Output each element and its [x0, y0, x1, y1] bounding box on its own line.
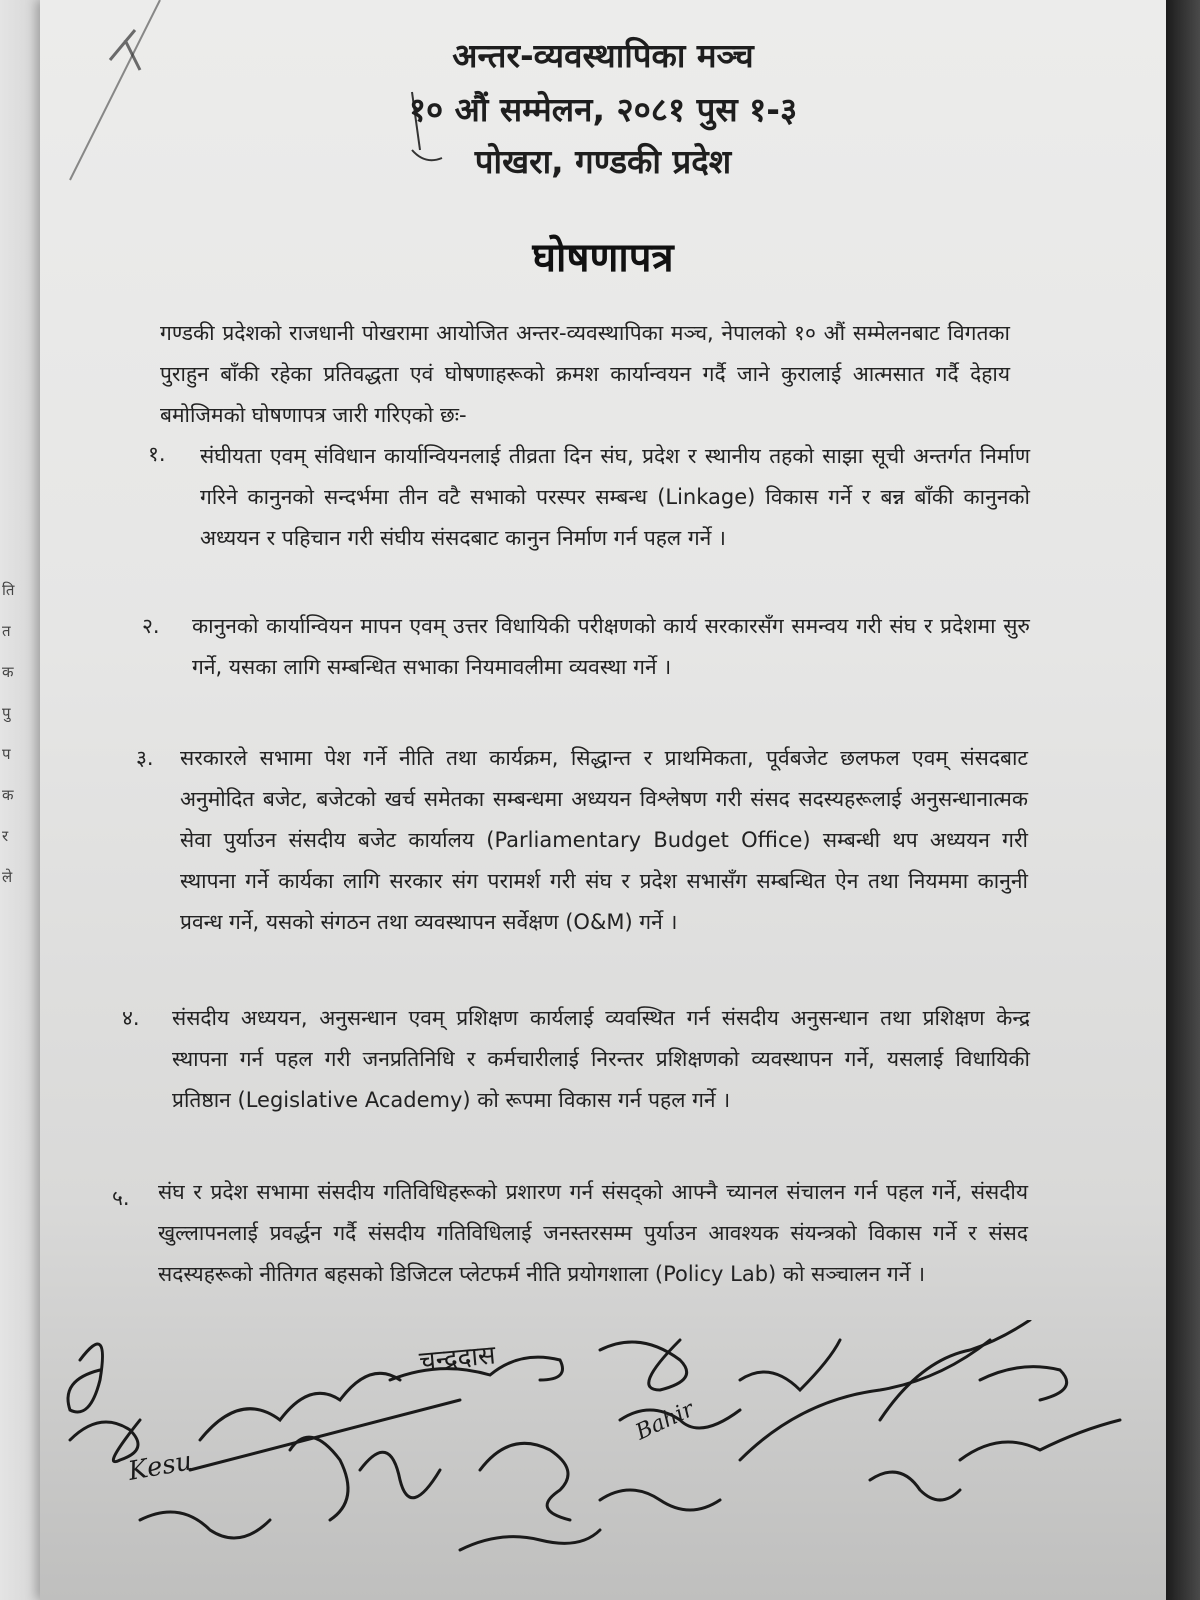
declaration-item: कानुनको कार्यान्वियन मापन एवम् उत्तर विधायिकी परीक्षणको कार्य सरकारसँग समन्वय गरी संघ र प्रदेशमा सुरु गर्ने, यसका लागि सम्बन्धित सभाका नियमावलीमा व्यवस्था गर्ने ।: [192, 614, 1030, 679]
signature-stroke: [460, 1530, 600, 1550]
signature-stroke: [870, 1472, 960, 1500]
intro-paragraph: गण्डकी प्रदेशको राजधानी पोखरामा आयोजित अन्तर-व्यवस्थापिका मञ्च, नेपालको १० औं सम्मेलनबाट विगतका पुराहुन बाँकी रहेका प्रतिवद्धता एवं घोषणाहरूको क्रमश कार्यान्वयन गर्दै जाने कुरालाई आत्मसात गर्दै देहाय बमोजिमको घोषणापत्र जारी गरिएको छः-: [160, 321, 1010, 427]
forum-name: अन्तर-व्यवस्थापिका मञ्च: [452, 36, 754, 75]
declaration-item: सरकारले सभामा पेश गर्ने नीति तथा कार्यक्रम, सिद्धान्त र प्राथमिकता, पूर्वबजेट छलफल एवम् संसदबाट अनुमोदित बजेट, बजेटको खर्च समेतका सम्बन्धमा अध्ययन विश्लेषण गरी संसद सदस्यहरूलाई अनुसन्धानात्मक सेवा पुर्याउन संसदीय बजेट कार्यालय (Parliamentary Budget Office) सम्बन्धी थप अध्ययन गरी स्थापना गर्ने कार्यका लागि सरकार संग परामर्श गरी संघ र प्रदेश सभासँग सम्बन्धित ऐन तथा नियममा कानुनी प्रवन्ध गर्ने, यसको संगठन तथा व्यवस्थापन सर्वेक्षण (O&M) गर्ने ।: [180, 746, 1028, 934]
conference-details: १० औं सम्मेलन, २०८१ पुस १-३: [408, 90, 798, 129]
underlying-char: प: [2, 745, 11, 763]
table-edge: [1164, 0, 1200, 1600]
signature-name-bahir: Bahir: [631, 1396, 698, 1446]
signature-stroke: [600, 1490, 720, 1510]
signature-stroke: [200, 1373, 400, 1440]
item-number: ५.: [112, 1186, 130, 1210]
signature-stroke: [190, 1400, 460, 1470]
signature-stroke: [740, 1340, 840, 1390]
document-title: घोषणापत्र: [532, 235, 674, 281]
signature-stroke: [68, 1344, 103, 1412]
underlying-char: क: [2, 786, 14, 804]
item-number: १.: [148, 442, 166, 466]
underlying-char: ले: [2, 868, 13, 886]
item-number: ३.: [136, 746, 154, 770]
signature-stroke: [600, 1340, 687, 1390]
signature-stroke: [740, 1340, 990, 1460]
signature-name-devanagari: चन्द्रदास: [417, 1340, 497, 1377]
conference-location: पोखरा, गण्डकी प्रदेश: [474, 142, 732, 181]
item-number: ४.: [122, 1006, 140, 1030]
item-number: २.: [142, 614, 160, 638]
underlying-char: त: [2, 622, 11, 640]
signature-stroke: [480, 1443, 570, 1520]
signature-stroke: [980, 1367, 1067, 1400]
declaration-item: संसदीय अध्ययन, अनुसन्धान एवम् प्रशिक्षण कार्यलाई व्यवस्थित गर्न संसदीय अनुसन्धान तथा प्रशिक्षण केन्द्र स्थापना गर्न पहल गरी जनप्रतिनिधि र कर्मचारीलाई निरन्तर प्रशिक्षणको व्यवस्थापन गर्ने, यसलाई विधायिकी प्रतिष्ठान (Legislative Academy) को रूपमा विकास गर्न पहल गर्ने ।: [172, 1006, 1030, 1112]
signature-stroke: [290, 1437, 348, 1520]
signatures-area: [40, 1320, 1166, 1600]
signature-stroke: [140, 1512, 270, 1538]
declaration-item: संघ र प्रदेश सभामा संसदीय गतिविधिहरूको प्रशारण गर्न संसद्को आफ्नै च्यानल संचालन गर्न पहल गर्ने, संसदीय खुल्लापनलाई प्रवर्द्धन गर्दै संसदीय गतिविधिलाई जनस्तरसम्म पुर्याउन आवश्यक संयन्त्रको विकास गर्ने र संसद सदस्यहरूको नीतिगत बहसको डिजिटल प्लेटफर्म नीति प्रयोगशाला (Policy Lab) को सञ्चालन गर्ने ।: [158, 1180, 1028, 1286]
signature-name-kesu: Kesu: [126, 1446, 195, 1487]
declaration-item: संघीयता एवम् संविधान कार्यान्वियनलाई तीव्रता दिन संघ, प्रदेश र स्थानीय तहको साझा सूची अन्तर्गत निर्माण गरिने कानुनको सन्दर्भमा तीन वटै सभाको परस्पर सम्बन्ध (Linkage) विकास गर्ने र बन्न बाँकी कानुनको अध्ययन र पहिचान गरी संघीय संसदबाट कानुन निर्माण गर्न पहल गर्ने ।: [200, 444, 1030, 550]
signature-stroke: [360, 1452, 440, 1498]
underlying-page-text: [2, 570, 32, 898]
underlying-char: पु: [2, 704, 11, 722]
signature-stroke: [70, 1420, 140, 1462]
underlying-char: ति: [2, 581, 15, 599]
underlying-char: क: [2, 663, 14, 681]
declaration-document: [40, 0, 1166, 1600]
underlying-char: र: [2, 827, 9, 845]
signature-stroke: [960, 1420, 1120, 1460]
